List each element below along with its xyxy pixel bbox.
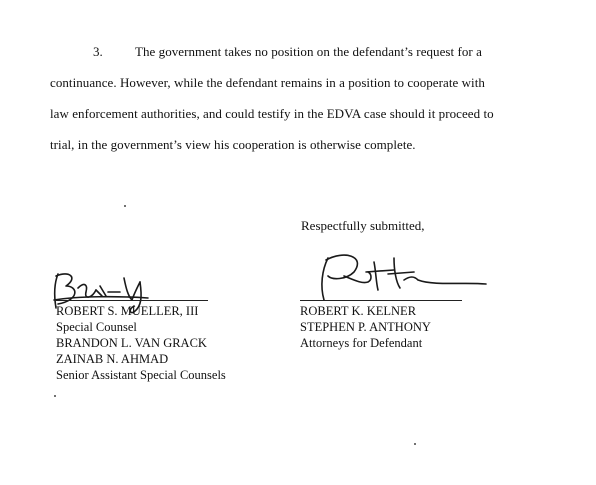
paragraph-text-1: The government takes no position on the defendant’s request for a xyxy=(135,44,482,59)
paragraph-line-3: law enforcement authorities, and could testify in the EDVA case should it proceed to xyxy=(50,106,494,121)
right-signature-line xyxy=(300,300,462,301)
paragraph-line-2: continuance. However, while the defendant remains in a position to cooperate with xyxy=(50,75,485,90)
signatory-title-senior-counsels: Senior Assistant Special Counsels xyxy=(56,368,226,382)
left-signature-line xyxy=(56,300,208,301)
defense-signature-block xyxy=(300,300,462,351)
signatory-title-attorneys: Attorneys for Defendant xyxy=(300,336,423,350)
signatory-title-special-counsel: Special Counsel xyxy=(56,320,137,334)
signatory-name-kelner: ROBERT K. KELNER xyxy=(300,304,417,318)
prosecution-signature-block xyxy=(56,300,226,383)
signatory-name-mueller: ROBERT S. MUELLER, III xyxy=(56,304,199,318)
paragraph-line-4: trial, in the government’s view his cooperation is otherwise complete. xyxy=(50,137,416,152)
signatory-name-ahmad: ZAINAB N. AHMAD xyxy=(56,352,169,366)
scan-speck xyxy=(54,395,56,397)
paragraph-3 xyxy=(50,36,570,160)
scan-speck xyxy=(414,443,416,445)
paragraph-line-1 xyxy=(50,36,570,67)
closing-text: Respectfully submitted, xyxy=(301,218,425,233)
paragraph-number: 3. xyxy=(93,44,103,59)
signatory-name-van-grack: BRANDON L. VAN GRACK xyxy=(56,336,207,350)
scan-speck xyxy=(124,205,126,207)
signatory-name-anthony: STEPHEN P. ANTHONY xyxy=(300,320,431,334)
